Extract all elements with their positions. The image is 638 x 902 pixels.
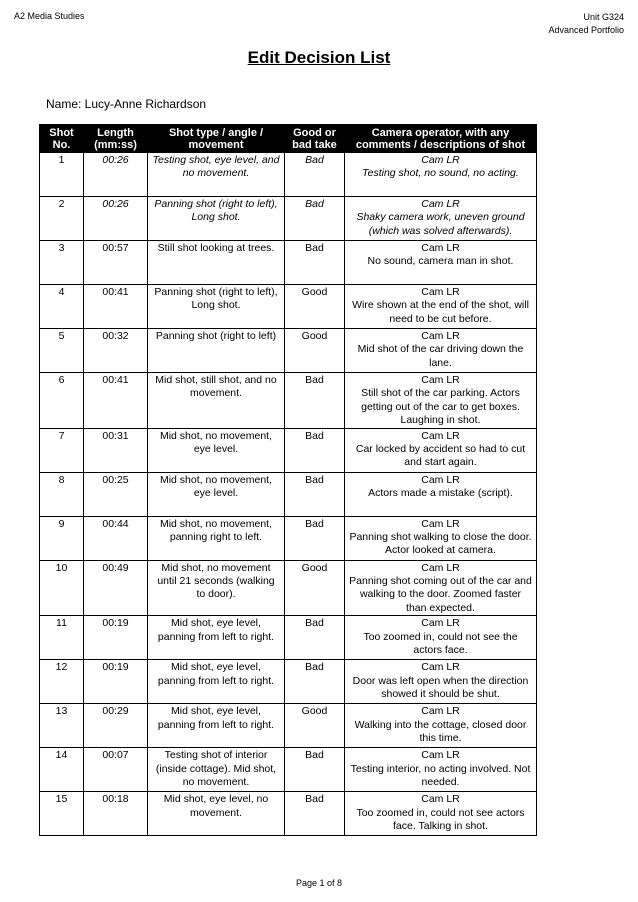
- cell-take: Good: [285, 560, 345, 616]
- cell-take: Bad: [285, 241, 345, 285]
- cell-camera-operator: [345, 704, 537, 748]
- cell-length: 00:25: [84, 472, 148, 516]
- camera-operator-name: Cam LR: [421, 793, 460, 806]
- header-portfolio: Advanced Portfolio: [548, 25, 624, 35]
- header-unit: [548, 11, 624, 37]
- cell-camera-operator: [345, 616, 537, 660]
- camera-operator-name: Cam LR: [421, 330, 460, 342]
- cell-length: 00:57: [84, 241, 148, 285]
- cell-take: Bad: [285, 428, 345, 472]
- cell-take: Good: [285, 704, 345, 748]
- cell-shot-no: 11: [40, 616, 84, 660]
- cell-length: 00:49: [84, 560, 148, 616]
- cell-camera-operator: [345, 329, 537, 373]
- page-title: Edit Decision List: [247, 48, 391, 67]
- shot-comment: Too zoomed in, could not see actors face. Talking in shot.: [356, 806, 525, 833]
- camera-operator-name: Cam LR: [421, 198, 460, 210]
- cell-camera-operator: [345, 197, 537, 241]
- camera-operator-name: Cam LR: [421, 429, 460, 442]
- shot-comment: Panning shot coming out of the car and walking to the door. Zoomed faster than expected.: [349, 575, 532, 614]
- shot-comment: Shaky camera work, uneven ground (which was solved afterwards).: [356, 211, 525, 237]
- student-name: Name: Lucy-Anne Richardson: [46, 97, 207, 111]
- cell-take: Bad: [285, 616, 345, 660]
- shot-comment: Still shot of the car parking. Actors getting out of the car to get boxes. Laughing in shot.: [361, 387, 520, 427]
- cell-shot-no: 10: [40, 560, 84, 616]
- shot-comment: Door was left open when the direction showed it should be shut.: [352, 674, 529, 701]
- shot-comment: Mid shot of the car driving down the lane.: [357, 343, 524, 369]
- cell-shot-no: 9: [40, 516, 84, 560]
- camera-operator-name: Cam LR: [421, 154, 460, 166]
- table-row: [40, 428, 537, 472]
- cell-length: 00:18: [84, 792, 148, 836]
- cell-shot-type: Testing shot of interior (inside cottage). Mid shot, no movement.: [148, 748, 285, 792]
- table-row: [40, 472, 537, 516]
- cell-camera-operator: [345, 373, 537, 429]
- cell-shot-type: Mid shot, no movement, eye level.: [148, 428, 285, 472]
- cell-camera-operator: [345, 428, 537, 472]
- table-row: [40, 153, 537, 197]
- cell-take: Bad: [285, 516, 345, 560]
- table-row: [40, 373, 537, 429]
- cell-camera-operator: [345, 660, 537, 704]
- cell-take: Bad: [285, 660, 345, 704]
- cell-length: 00:31: [84, 428, 148, 472]
- cell-length: 00:26: [84, 197, 148, 241]
- cell-shot-no: 3: [40, 241, 84, 285]
- shot-comment: No sound, camera man in shot.: [367, 255, 514, 268]
- camera-operator-name: Cam LR: [421, 661, 460, 674]
- col-header-shot-type: Shot type / angle / movement: [148, 125, 285, 153]
- cell-shot-type: Testing shot, eye level, and no movement.: [148, 153, 285, 197]
- cell-shot-type: Mid shot, eye level, panning from left to right.: [148, 616, 285, 660]
- cell-shot-no: 7: [40, 428, 84, 472]
- shot-comment: Testing interior, no acting involved. Not needed.: [350, 762, 531, 789]
- table-row: [40, 792, 537, 836]
- cell-shot-no: 2: [40, 197, 84, 241]
- table-row: [40, 516, 537, 560]
- cell-shot-no: 5: [40, 329, 84, 373]
- cell-take: Good: [285, 285, 345, 329]
- cell-length: 00:32: [84, 329, 148, 373]
- cell-camera-operator: [345, 516, 537, 560]
- table-row: [40, 748, 537, 792]
- edit-decision-table: [39, 124, 537, 836]
- col-header-camera-operator: Camera operator, with any comments / descriptions of shot: [345, 125, 537, 153]
- camera-operator-name: Cam LR: [421, 749, 460, 762]
- header-course: A2 Media Studies: [14, 11, 85, 21]
- cell-length: 00:44: [84, 516, 148, 560]
- cell-shot-no: 8: [40, 472, 84, 516]
- table-header-row: [40, 125, 537, 153]
- cell-shot-type: Mid shot, no movement until 21 seconds (walking to door).: [148, 560, 285, 616]
- shot-comment: Car locked by accident so had to cut and start again.: [355, 443, 526, 469]
- cell-camera-operator: [345, 285, 537, 329]
- cell-take: Bad: [285, 197, 345, 241]
- shot-comment: Panning shot walking to close the door. Actor looked at camera.: [349, 531, 532, 557]
- camera-operator-name: Cam LR: [421, 561, 460, 574]
- cell-length: 00:19: [84, 660, 148, 704]
- shot-comment: Walking into the cottage, closed door this time.: [354, 718, 527, 745]
- cell-camera-operator: [345, 153, 537, 197]
- cell-shot-type: Mid shot, no movement, eye level.: [148, 472, 285, 516]
- cell-take: Bad: [285, 748, 345, 792]
- camera-operator-name: Cam LR: [421, 242, 460, 254]
- cell-camera-operator: [345, 472, 537, 516]
- shot-comment: Too zoomed in, could not see the actors face.: [363, 630, 518, 657]
- cell-length: 00:41: [84, 373, 148, 429]
- cell-camera-operator: [345, 560, 537, 616]
- camera-operator-name: Cam LR: [421, 473, 460, 486]
- col-header-shot-no: Shot No.: [40, 125, 84, 153]
- cell-length: 00:29: [84, 704, 148, 748]
- table-row: [40, 197, 537, 241]
- cell-length: 00:19: [84, 616, 148, 660]
- cell-take: Bad: [285, 472, 345, 516]
- col-header-take: Good or bad take: [285, 125, 345, 153]
- table-row: [40, 660, 537, 704]
- cell-shot-type: Mid shot, eye level, panning from left to right.: [148, 660, 285, 704]
- page-number: Page 1 of 8: [295, 878, 343, 888]
- camera-operator-name: Cam LR: [421, 517, 460, 530]
- cell-shot-no: 1: [40, 153, 84, 197]
- cell-shot-type: Mid shot, still shot, and no movement.: [148, 373, 285, 429]
- cell-shot-no: 6: [40, 373, 84, 429]
- shot-comment: Wire shown at the end of the shot, will need to be cut before.: [352, 299, 529, 325]
- cell-shot-type: Mid shot, eye level, panning from left to right.: [148, 704, 285, 748]
- cell-shot-no: 15: [40, 792, 84, 836]
- cell-camera-operator: [345, 241, 537, 285]
- table-row: [40, 329, 537, 373]
- table-row: [40, 285, 537, 329]
- table-row: [40, 560, 537, 616]
- cell-take: Bad: [285, 373, 345, 429]
- table-row: [40, 704, 537, 748]
- cell-take: Good: [285, 329, 345, 373]
- cell-shot-no: 4: [40, 285, 84, 329]
- cell-shot-no: 13: [40, 704, 84, 748]
- cell-camera-operator: [345, 792, 537, 836]
- cell-shot-type: Still shot looking at trees.: [148, 241, 285, 285]
- col-header-length: Length (mm:ss): [84, 125, 148, 153]
- cell-shot-no: 14: [40, 748, 84, 792]
- camera-operator-name: Cam LR: [421, 705, 460, 718]
- camera-operator-name: Cam LR: [421, 374, 460, 386]
- cell-length: 00:07: [84, 748, 148, 792]
- cell-length: 00:41: [84, 285, 148, 329]
- header-unit-code: Unit G324: [583, 12, 624, 22]
- table-body: [40, 153, 537, 836]
- table-row: [40, 241, 537, 285]
- cell-shot-no: 12: [40, 660, 84, 704]
- cell-shot-type: Mid shot, eye level, no movement.: [148, 792, 285, 836]
- shot-comment: Actors made a mistake (script).: [368, 487, 513, 500]
- camera-operator-name: Cam LR: [421, 617, 460, 630]
- camera-operator-name: Cam LR: [421, 286, 460, 298]
- cell-shot-type: Mid shot, no movement, panning right to left.: [148, 516, 285, 560]
- table-row: [40, 616, 537, 660]
- cell-shot-type: Panning shot (right to left): [148, 329, 285, 373]
- cell-take: Bad: [285, 153, 345, 197]
- cell-length: 00:26: [84, 153, 148, 197]
- cell-shot-type: Panning shot (right to left), Long shot.: [148, 285, 285, 329]
- cell-shot-type: Panning shot (right to left), Long shot.: [148, 197, 285, 241]
- cell-take: Bad: [285, 792, 345, 836]
- shot-comment: Testing shot, no sound, no acting.: [362, 167, 519, 180]
- cell-camera-operator: [345, 748, 537, 792]
